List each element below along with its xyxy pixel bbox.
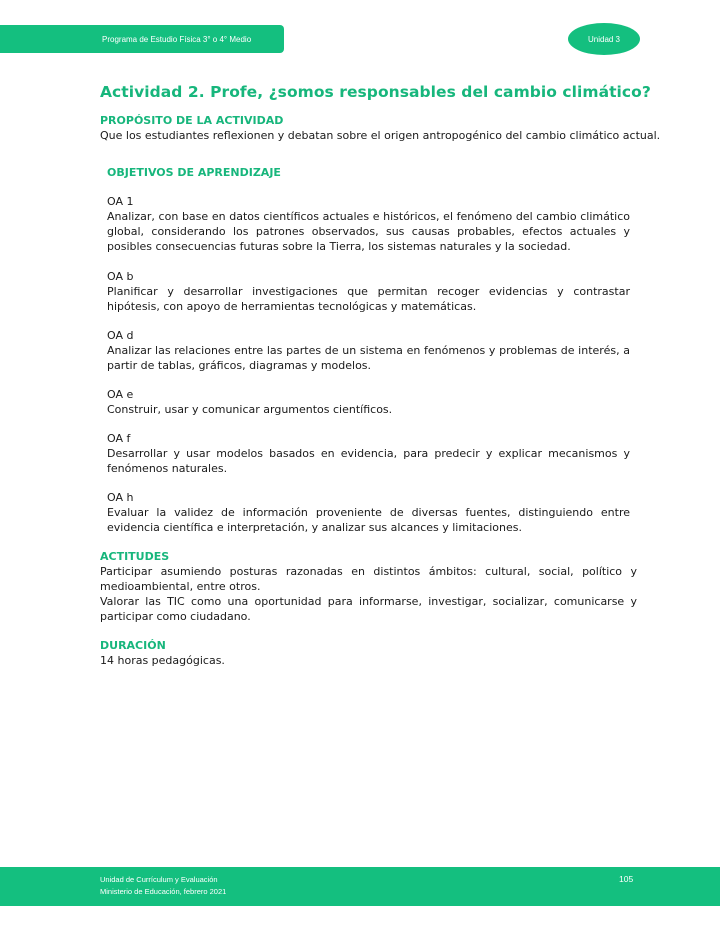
page-title: Actividad 2. Profe, ¿somos responsables del cambio climático? [100,83,651,101]
objective-item [107,328,630,373]
objective-item [107,431,630,476]
objective-code: OA e [107,388,134,401]
footer-ministry: Ministerio de Educación, febrero 2021 [100,887,227,896]
objectives-heading: OBJETIVOS DE APRENDIZAJE [107,166,281,179]
purpose-heading: PROPÓSITO DE LA ACTIVIDAD [100,114,284,127]
purpose-text: Que los estudiantes reflexionen y debatan sobre el origen antropogénico del cambio climático actual. [100,129,661,142]
objective-code: OA h [107,491,134,504]
program-title: Programa de Estudio Física 3° o 4° Medio [102,34,252,44]
objective-description: Analizar, con base en datos científicos actuales e históricos, el fenómeno del cambio climático global, considerando los patrones observados, sus causas probables, efectos actuales y posibles consecuencias futuras sobre la Tierra, los sistemas naturales y la sociedad. [107,210,630,253]
header-bar [0,25,284,53]
footer-bar [0,867,720,906]
objective-code: OA d [107,329,134,342]
objective-description: Desarrollar y usar modelos basados en evidencia, para predecir y explicar mecanismos y fenómenos naturales. [107,447,630,475]
objective-description: Construir, usar y comunicar argumentos científicos. [107,403,393,416]
attitude-item: Valorar las TIC como una oportunidad para informarse, investigar, socializar, comunicarse y participar como ciudadano. [100,595,637,623]
objective-description: Planificar y desarrollar investigaciones que permitan recoger evidencias y contrastar hipótesis, con apoyo de herramientas tecnológicas y matemáticas. [107,285,630,313]
objective-description: Analizar las relaciones entre las partes de un sistema en fenómenos y problemas de interés, a partir de tablas, gráficos, diagramas y modelos. [107,344,630,372]
unit-badge: Unidad 3 [568,23,640,55]
attitude-item: Participar asumiendo posturas razonadas en distintos ámbitos: cultural, social, político y medioambiental, entre otros. [100,565,637,593]
objective-code: OA f [107,432,131,445]
objective-code: OA b [107,270,134,283]
duration-text: 14 horas pedagógicas. [100,654,225,667]
page-number: 105 [619,874,634,884]
objective-item [107,387,630,417]
objective-item [107,194,630,254]
objective-item [107,269,630,314]
attitudes-heading: ACTITUDES [100,550,170,563]
objective-item [107,490,630,535]
objective-description: Evaluar la validez de información proveniente de diversas fuentes, distinguiendo entre evidencia científica e interpretación, y analizar sus alcances y limitaciones. [107,506,630,534]
footer-unit: Unidad de Currículum y Evaluación [100,875,218,884]
duration-heading: DURACIÓN [100,639,166,652]
objective-code: OA 1 [107,195,134,208]
